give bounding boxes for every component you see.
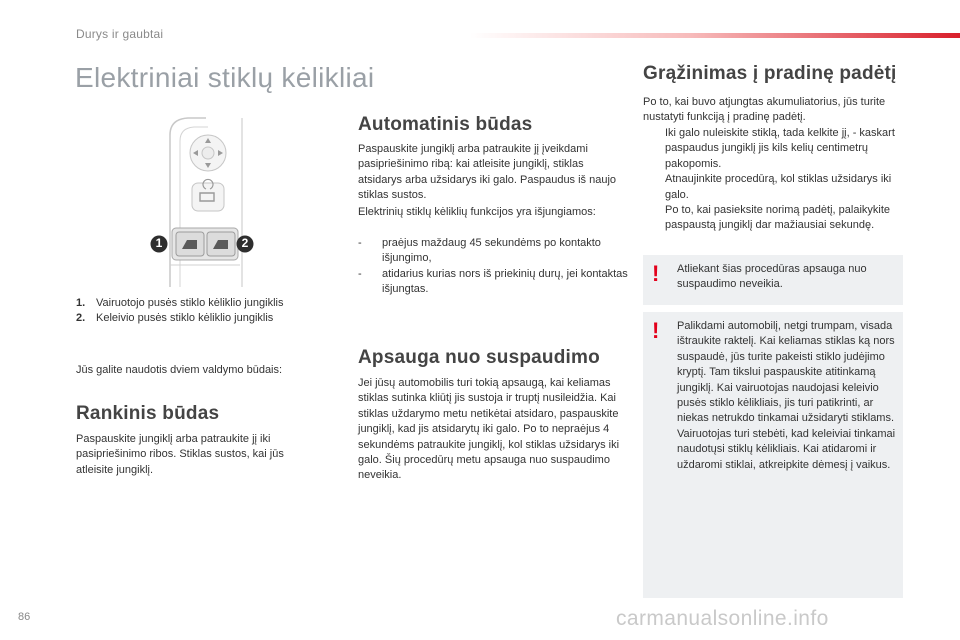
list-item-text: praėjus maždaug 45 sekundėms po kontakto išjungimo, bbox=[382, 237, 601, 265]
list-marker: - bbox=[358, 267, 362, 280]
list-item-text: Iki galo nuleiskite stiklą, tada kelkite jį, - kaskart paspaudus jungiklį jis kils kelių centimetrų pakopomis. bbox=[665, 127, 895, 170]
warning-exclamation-icon: ! bbox=[652, 318, 660, 343]
callout-2: 2 bbox=[241, 236, 249, 250]
automatic-mode-subtext: Elektrinių stiklų kėliklių funkcijos yra išjungiamos: bbox=[358, 206, 596, 218]
list-item bbox=[643, 172, 903, 203]
section-label: Durys ir gaubtai bbox=[76, 27, 164, 41]
caption-item bbox=[76, 296, 284, 311]
list-item bbox=[358, 267, 628, 298]
page-number: 86 bbox=[18, 611, 31, 623]
caption-text: Keleivio pusės stiklo kėliklio jungiklis bbox=[96, 312, 274, 324]
warning-box bbox=[643, 255, 903, 305]
automatic-mode-text: Paspauskite jungiklį arba patraukite jį įveikdami pasipriešinimo ribą: kai atleisite jungiklį, stiklas atsidarys arba užsidarys iki galo. Paspaudus iš naujo stiklas sustos. bbox=[358, 143, 617, 202]
warning-text: Palikdami automobilį, netgi trumpam, visada ištraukite raktelį. Kai keliamas stiklas ką nors suspaudė, jūs turite pakeisti stiklo judėjimo kryptį. Tam tikslui paspauskite atitinkamą jungiklį. Kai vairuotojas naudojasi keleivio pusės stiklo kėlikliais, jis turi patikrinti, ar niekas netrukdo tinkamai užsidaryti stiklams. Vairuotojas turi stebėti, kad keleiviai tinkamai naudotųsi stiklų kėlikliais. Kai atidaromi ir uždaromi stiklai, atkreipkite dėmesį į vaikus. bbox=[677, 320, 896, 471]
callout-badges bbox=[148, 115, 258, 293]
list-item bbox=[358, 236, 628, 267]
reset-steps bbox=[643, 126, 903, 234]
window-switch-panel-illustration bbox=[148, 115, 258, 293]
manual-mode-heading: Rankinis būdas bbox=[76, 403, 220, 424]
warning-exclamation-icon: ! bbox=[652, 261, 660, 286]
list-item-text: Po to, kai pasieksite norimą padėtį, palaikykite paspaustą jungiklį dar mažiausiai sekundę. bbox=[665, 204, 891, 232]
reset-heading: Grąžinimas į pradinę padėtį bbox=[643, 63, 897, 84]
list-item bbox=[643, 126, 903, 172]
intro-text: Jūs galite naudotis dviem valdymo būdais: bbox=[76, 364, 283, 376]
automatic-mode-list bbox=[358, 236, 628, 298]
caption-item bbox=[76, 311, 284, 326]
reset-text: Po to, kai buvo atjungtas akumuliatorius, jūs turite nustatyti funkciją į pradinę padėtį. bbox=[643, 96, 886, 124]
automatic-mode-heading: Automatinis būdas bbox=[358, 114, 533, 135]
warning-box bbox=[643, 312, 903, 598]
anti-pinch-text: Jei jūsų automobilis turi tokią apsaugą, kai keliamas stiklas sutinka kliūtį jis sustoja ir truptį nusileidžia. Kai stiklas uždarymo metu netikėtai atsidaro, paspauskite jungiklį, kad jis atsidarytų iki galo. Po to nepraėjus 4 sekundėms patraukite jungiklį, kol stiklas užsidarys iki galo. Šių procedūrų metu apsauga nuo suspaudimo neveikia. bbox=[358, 377, 620, 482]
page-title: Elektriniai stiklų kėlikliai bbox=[75, 62, 375, 93]
header-accent-bar bbox=[470, 33, 960, 38]
caption-text: Vairuotojo pusės stiklo kėliklio jungiklis bbox=[96, 297, 284, 309]
anti-pinch-heading: Apsauga nuo suspaudimo bbox=[358, 347, 600, 368]
callout-1: 1 bbox=[155, 236, 163, 250]
watermark: carmanualsonline.info bbox=[616, 607, 829, 630]
illustration-captions bbox=[76, 296, 284, 326]
caption-number: 2. bbox=[76, 312, 86, 324]
manual-mode-text: Paspauskite jungiklį arba patraukite jį iki pasipriešinimo ribos. Stiklas sustos, kai jūs atleisite jungiklį. bbox=[76, 433, 284, 476]
list-item bbox=[643, 203, 903, 234]
warning-text: Atliekant šias procedūras apsauga nuo suspaudimo neveikia. bbox=[677, 263, 867, 291]
list-item-text: atidarius kurias nors iš priekinių durų, jei kontaktas išjungtas. bbox=[382, 267, 628, 296]
caption-number: 1. bbox=[76, 297, 86, 309]
list-marker: - bbox=[358, 237, 362, 249]
list-item-text: Atnaujinkite procedūrą, kol stiklas užsidarys iki galo. bbox=[665, 173, 892, 201]
